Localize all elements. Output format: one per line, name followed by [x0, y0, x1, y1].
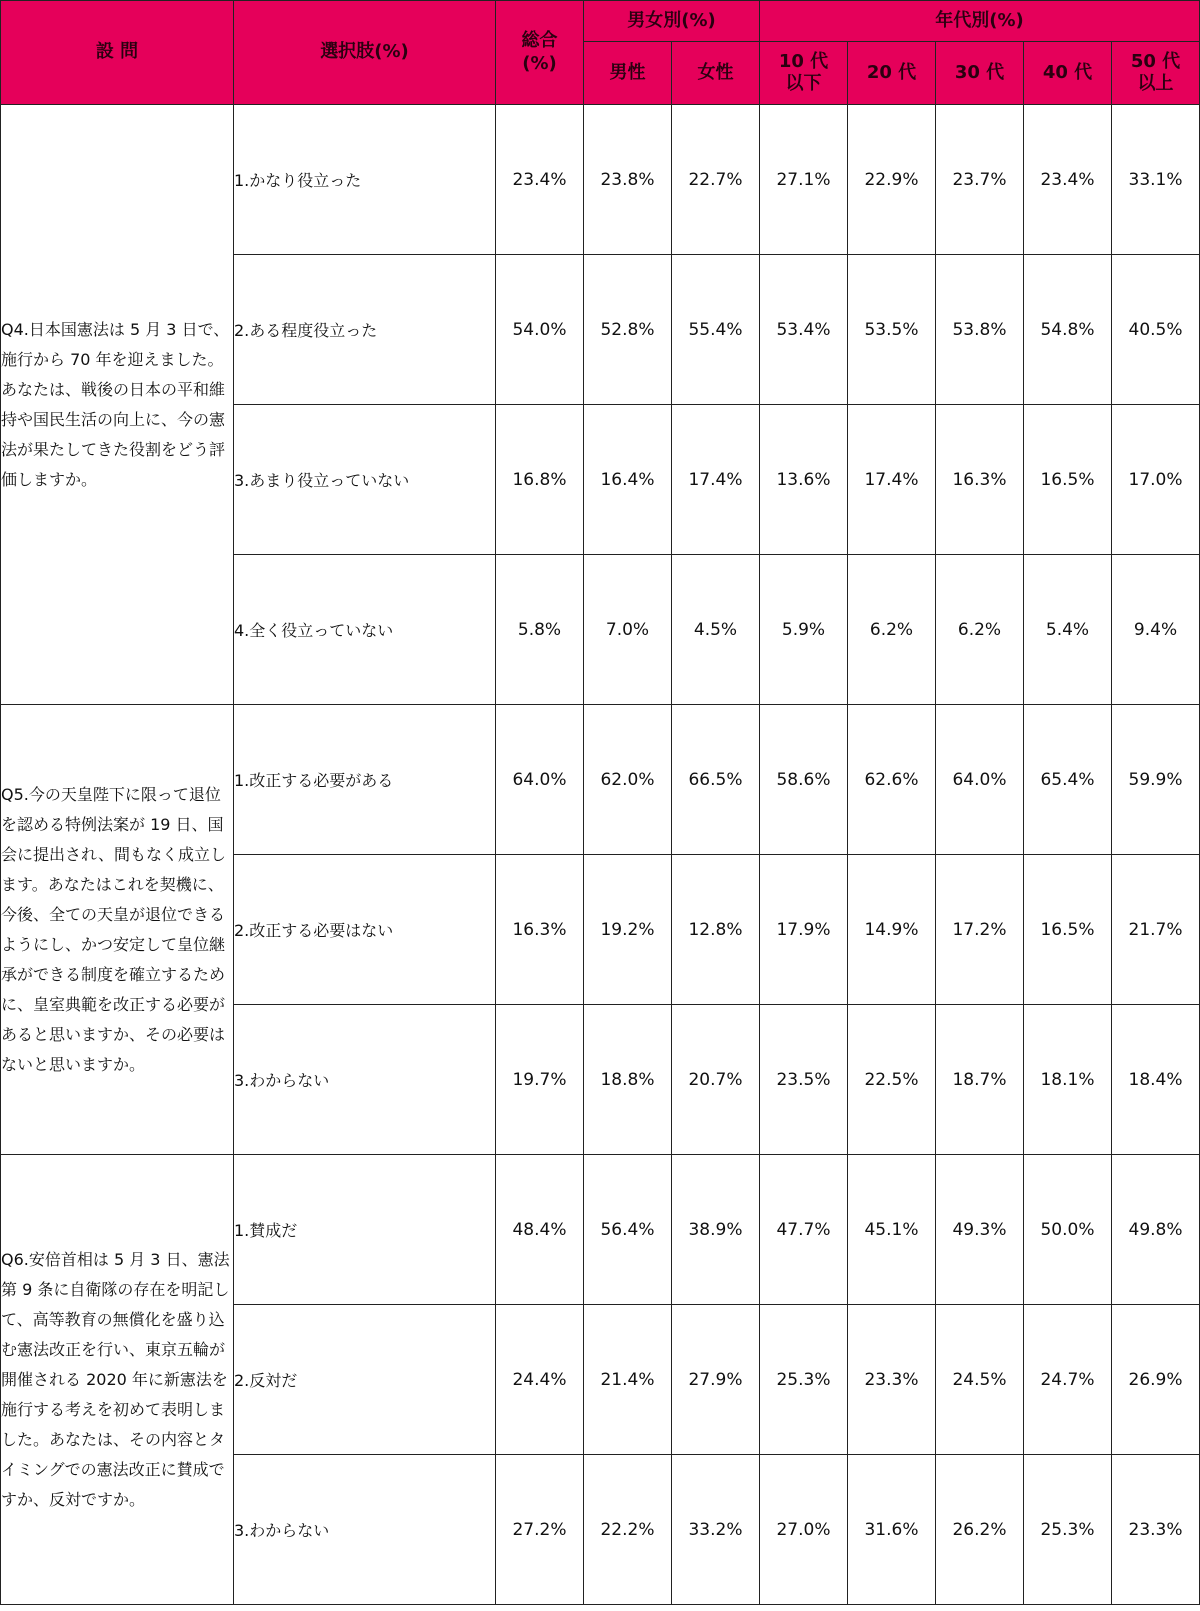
value-age-10: 17.9%	[760, 855, 848, 1005]
value-age-30: 16.3%	[936, 405, 1024, 555]
value-female: 27.9%	[672, 1305, 760, 1455]
header-female: 女性	[672, 42, 760, 105]
value-age-50: 59.9%	[1112, 705, 1200, 855]
header-age-10-line1: 10 代	[778, 50, 829, 72]
question-q4: Q4.日本国憲法は 5 月 3 日で、施行から 70 年を迎えました。あなたは、戦後の日本の平和維持や国民生活の向上に、今の憲法が果たしてきた役割をどう評価しますか。	[1, 105, 234, 705]
value-age-30: 23.7%	[936, 105, 1024, 255]
option-label: 3.わからない	[234, 1005, 496, 1155]
value-age-10: 23.5%	[760, 1005, 848, 1155]
value-total: 27.2%	[496, 1455, 584, 1605]
value-age-30: 6.2%	[936, 555, 1024, 705]
value-age-50: 9.4%	[1112, 555, 1200, 705]
value-age-20: 53.5%	[848, 255, 936, 405]
value-age-20: 31.6%	[848, 1455, 936, 1605]
value-age-10: 5.9%	[760, 555, 848, 705]
value-total: 54.0%	[496, 255, 584, 405]
value-age-40: 5.4%	[1024, 555, 1112, 705]
header-age-20: 20 代	[848, 42, 936, 105]
header-age-50	[1112, 42, 1200, 105]
value-total: 19.7%	[496, 1005, 584, 1155]
value-age-40: 16.5%	[1024, 405, 1112, 555]
value-total: 23.4%	[496, 105, 584, 255]
value-age-30: 64.0%	[936, 705, 1024, 855]
header-age-50-line2: 以上	[1137, 73, 1174, 94]
question-q5: Q5.今の天皇陛下に限って退位を認める特例法案が 19 日、国会に提出され、間もなく成立します。あなたはこれを契機に、今後、全ての天皇が退位できるようにし、かつ安定して皇位継承ができる制度を確立するために、皇室典範を改正する必要があると思いますか、その必要はないと思いますか。	[1, 705, 234, 1155]
value-female: 33.2%	[672, 1455, 760, 1605]
value-age-30: 26.2%	[936, 1455, 1024, 1605]
value-male: 18.8%	[584, 1005, 672, 1155]
header-total-label: 総合	[521, 30, 558, 51]
option-label: 4.全く役立っていない	[234, 555, 496, 705]
table-header	[1, 1, 1200, 105]
value-male: 19.2%	[584, 855, 672, 1005]
value-total: 24.4%	[496, 1305, 584, 1455]
value-age-10: 58.6%	[760, 705, 848, 855]
value-age-30: 53.8%	[936, 255, 1024, 405]
value-age-30: 17.2%	[936, 855, 1024, 1005]
value-total: 16.3%	[496, 855, 584, 1005]
header-question: 設 問	[1, 1, 234, 105]
value-age-50: 40.5%	[1112, 255, 1200, 405]
value-female: 20.7%	[672, 1005, 760, 1155]
value-age-50: 33.1%	[1112, 105, 1200, 255]
header-age-40: 40 代	[1024, 42, 1112, 105]
value-male: 21.4%	[584, 1305, 672, 1455]
value-age-20: 62.6%	[848, 705, 936, 855]
value-age-50: 17.0%	[1112, 405, 1200, 555]
option-label: 2.改正する必要はない	[234, 855, 496, 1005]
value-age-20: 14.9%	[848, 855, 936, 1005]
header-gender-group: 男女別(%)	[584, 1, 760, 42]
table-row	[1, 1155, 1200, 1305]
value-female: 12.8%	[672, 855, 760, 1005]
value-female: 22.7%	[672, 105, 760, 255]
value-age-20: 22.9%	[848, 105, 936, 255]
value-male: 16.4%	[584, 405, 672, 555]
value-female: 55.4%	[672, 255, 760, 405]
value-age-30: 49.3%	[936, 1155, 1024, 1305]
value-age-10: 53.4%	[760, 255, 848, 405]
value-female: 17.4%	[672, 405, 760, 555]
value-age-20: 45.1%	[848, 1155, 936, 1305]
header-total	[496, 1, 584, 105]
header-option: 選択肢(%)	[234, 1, 496, 105]
value-age-40: 23.4%	[1024, 105, 1112, 255]
table-body	[1, 105, 1200, 1605]
value-age-20: 23.3%	[848, 1305, 936, 1455]
value-age-20: 6.2%	[848, 555, 936, 705]
value-age-50: 26.9%	[1112, 1305, 1200, 1455]
value-age-10: 25.3%	[760, 1305, 848, 1455]
value-male: 56.4%	[584, 1155, 672, 1305]
value-age-10: 47.7%	[760, 1155, 848, 1305]
header-age-10	[760, 42, 848, 105]
value-male: 52.8%	[584, 255, 672, 405]
value-age-20: 17.4%	[848, 405, 936, 555]
value-age-40: 24.7%	[1024, 1305, 1112, 1455]
value-age-10: 27.1%	[760, 105, 848, 255]
table-row	[1, 705, 1200, 855]
option-label: 1.かなり役立った	[234, 105, 496, 255]
value-age-40: 65.4%	[1024, 705, 1112, 855]
value-age-50: 49.8%	[1112, 1155, 1200, 1305]
value-age-50: 21.7%	[1112, 855, 1200, 1005]
option-label: 1.賛成だ	[234, 1155, 496, 1305]
header-age-10-line2: 以下	[785, 73, 822, 94]
value-age-40: 16.5%	[1024, 855, 1112, 1005]
value-male: 22.2%	[584, 1455, 672, 1605]
value-age-40: 18.1%	[1024, 1005, 1112, 1155]
header-age-group: 年代別(%)	[760, 1, 1200, 42]
option-label: 3.わからない	[234, 1455, 496, 1605]
value-age-40: 25.3%	[1024, 1455, 1112, 1605]
value-total: 5.8%	[496, 555, 584, 705]
value-age-10: 27.0%	[760, 1455, 848, 1605]
question-q6: Q6.安倍首相は 5 月 3 日、憲法第 9 条に自衛隊の存在を明記して、高等教育の無償化を盛り込む憲法改正を行い、東京五輪が開催される 2020 年に新憲法を施行する考えを初めて表明しました。あなたは、その内容とタイミングでの憲法改正に賛成ですか、反対ですか。	[1, 1155, 234, 1605]
value-age-20: 22.5%	[848, 1005, 936, 1155]
header-age-50-line1: 50 代	[1130, 50, 1181, 72]
value-age-10: 13.6%	[760, 405, 848, 555]
value-age-30: 24.5%	[936, 1305, 1024, 1455]
value-age-40: 54.8%	[1024, 255, 1112, 405]
value-male: 62.0%	[584, 705, 672, 855]
value-age-40: 50.0%	[1024, 1155, 1112, 1305]
option-label: 3.あまり役立っていない	[234, 405, 496, 555]
value-age-50: 18.4%	[1112, 1005, 1200, 1155]
option-label: 2.反対だ	[234, 1305, 496, 1455]
value-total: 48.4%	[496, 1155, 584, 1305]
value-female: 66.5%	[672, 705, 760, 855]
header-total-unit: (%)	[522, 52, 557, 74]
table-row	[1, 105, 1200, 255]
option-label: 2.ある程度役立った	[234, 255, 496, 405]
header-male: 男性	[584, 42, 672, 105]
value-total: 64.0%	[496, 705, 584, 855]
value-female: 38.9%	[672, 1155, 760, 1305]
value-male: 7.0%	[584, 555, 672, 705]
value-total: 16.8%	[496, 405, 584, 555]
value-female: 4.5%	[672, 555, 760, 705]
option-label: 1.改正する必要がある	[234, 705, 496, 855]
header-age-30: 30 代	[936, 42, 1024, 105]
value-male: 23.8%	[584, 105, 672, 255]
value-age-30: 18.7%	[936, 1005, 1024, 1155]
value-age-50: 23.3%	[1112, 1455, 1200, 1605]
